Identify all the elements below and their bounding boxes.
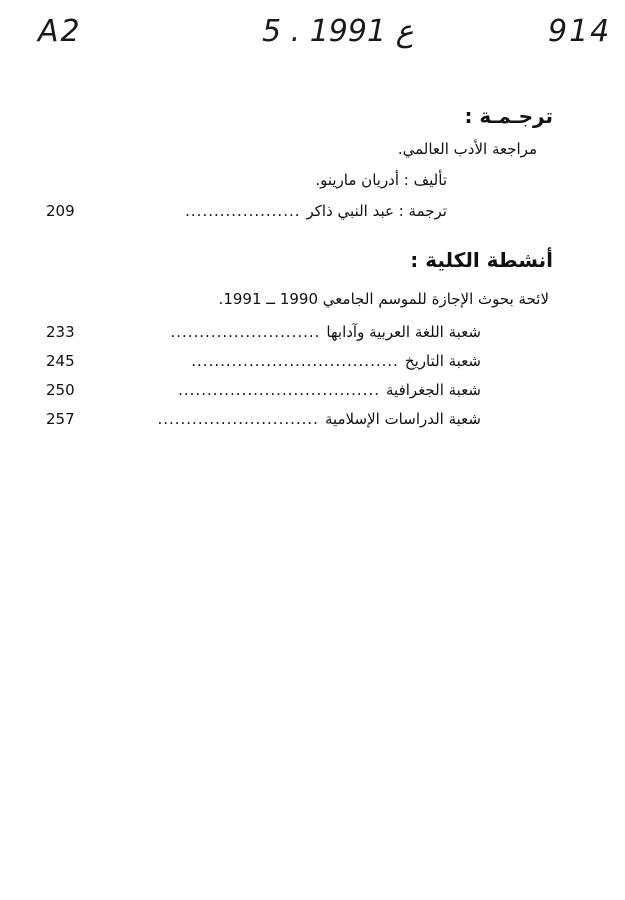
leader-dots: ..........................	[170, 323, 321, 341]
handwritten-code-left: A2	[38, 14, 82, 49]
leader-dots: ............................	[157, 410, 319, 428]
section-title-college-activities: أنشطة الكلية :	[410, 248, 553, 272]
college-entry	[46, 408, 481, 430]
page-number: 209	[46, 202, 75, 220]
college-intro-line: لائحة بحوث الإجازة للموسم الجامعي 1990 ــ 1991.	[218, 290, 549, 308]
entry-text: شعبة الدراسات الإسلامية	[324, 410, 481, 428]
page-number: 250	[46, 381, 75, 399]
leader-dots: ...................................	[178, 381, 381, 399]
translation-author-line: تأليف : أدريان مارينو.	[315, 171, 447, 189]
page-number: 257	[46, 410, 75, 428]
page-number: 245	[46, 352, 75, 370]
handwritten-issue-date: 5 . ع 1991	[262, 14, 414, 49]
entry-text: شعبة الجغرافية	[386, 381, 481, 399]
college-entry	[46, 379, 481, 401]
handwritten-number-right: 914	[548, 14, 612, 49]
college-entry	[46, 321, 481, 343]
section-title-translation: ترجـمـة :	[464, 104, 553, 128]
entry-text: شعبة اللغة العربية وآدابها	[326, 323, 481, 341]
entry-text: ترجمة : عبد النبي ذاكر	[306, 202, 447, 220]
page-number: 233	[46, 323, 75, 341]
entry-text: شعبة التاريخ	[404, 352, 481, 370]
leader-dots: ....................................	[191, 352, 399, 370]
translation-title-line: مراجعة الأدب العالمي.	[397, 140, 537, 158]
college-entry	[46, 350, 481, 372]
leader-dots: ....................	[185, 202, 301, 220]
translation-entry	[46, 200, 447, 222]
